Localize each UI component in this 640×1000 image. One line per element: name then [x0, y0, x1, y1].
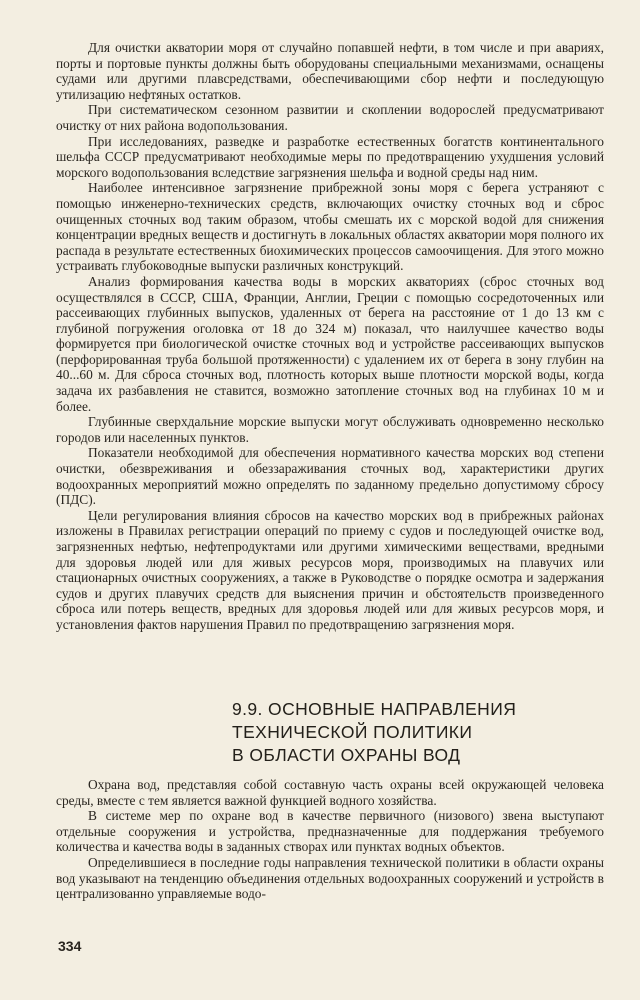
section-heading-line: В ОБЛАСТИ ОХРАНЫ ВОД [232, 745, 461, 765]
paragraph: Для очистки акватории моря от случайно попавшей нефти, в том числе и при авариях, порты и портовые пункты должны быть оборудованы специальными механизмами, оснащены судами или другими плавсредствами, обеспечивающими сбор нефти и последующую утилизацию нефтяных остатков. [56, 40, 604, 102]
paragraph: Показатели необходимой для обеспечения нормативного качества морских вод степени очистки, обезвреживания и обеззараживания сточных вод, характеристики других водоохранных мероприятий можно определять по заданному предельно допустимому сбросу (ПДС). [56, 445, 604, 508]
paragraph: Охрана вод, представляя собой составную часть охраны всей окружающей человека среды, вместе с тем является важной функцией водного хозяйства. [56, 777, 604, 808]
paragraph: В системе мер по охране вод в качестве первичного (низового) звена выступают отдельные сооружения и устройства, предназначенные для поддержания требуемого количества и качества воды в заданных створах или пунктах водных объектов. [56, 808, 604, 855]
section-heading [232, 698, 572, 767]
body-text-top [56, 40, 604, 633]
section-heading-line: 9.9. ОСНОВНЫЕ НАПРАВЛЕНИЯ [232, 699, 517, 719]
paragraph: Наиболее интенсивное загрязнение прибрежной зоны моря с берега устраняют с помощью инженерно-технических средств, включающих очистку сточных вод и сброс очищенных сточных вод таким образом, чтобы смешать их с морской водой для снижения концентрации вредных веществ и достигнуть в локальных областях акватории моря полного их распада в результате естественных биохимических процессов самоочищения. Для этого можно устраивать глубоководные выпуски различных конструкций. [56, 180, 604, 274]
paragraph: Глубинные сверхдальние морские выпуски могут обслуживать одновременно несколько городов или населенных пунктов. [56, 414, 604, 445]
paragraph: При систематическом сезонном развитии и скоплении водорослей предусматривают очистку от них района водопользования. [56, 102, 604, 133]
page-number: 334 [58, 938, 82, 954]
section-heading-line: ТЕХНИЧЕСКОЙ ПОЛИТИКИ [232, 722, 473, 742]
paragraph: При исследованиях, разведке и разработке естественных богатств континентального шельфа СССР предусматривают необходимые меры по предотвращению ухудшения условий морского водопользования вследствие загрязнения шельфа и водной среды над ним. [56, 133, 604, 180]
paragraph: Анализ формирования качества воды в морских акваториях (сброс сточных вод осуществлялся в СССР, США, Франции, Англии, Греции с помощью сосредоточенных или рассеивающих глубинных выпусков, удаленных от берега на расстояние от 1 до 13 км с глубиной погружения оголовка от 18 до 324 м) показал, что наилучшее качество воды формируется при биологической очистке сточных вод и устройстве рассеивающих выпусков (перфорированная труба большой протяженности) с удалением их от берега в зону глубин на 40...60 м. Для сброса сточных вод, плотность которых выше плотности морской воды, когда задача их разбавления не ставится, возможно затопление сточных вод на глубинах 10 м и более. [56, 273, 604, 414]
paragraph: Цели регулирования влияния сбросов на качество морских вод в прибрежных районах изложены в Правилах регистрации операций по приему с судов и последующей очистке вод, загрязненных нефтью, нефтепродуктами или другими химическими веществами, вредными для здоровья людей или для живых ресурсов моря, производимых на плавучих или стационарных очистных сооружениях, а также в Руководстве о порядке осмотра и задержания судов и других плавучих средств для выяснения причин и обстоятельств произведенного сброса или потерь веществ, вредных для здоровья людей или для живых ресурсов моря, и установления фактов нарушения Правил по предотвращению загрязнения моря. [56, 507, 604, 632]
body-text-bottom [56, 777, 604, 902]
paragraph: Определившиеся в последние годы направления технической политики в области охраны вод указывают на тенденцию объединения отдельных водоохранных сооружений и устройств в централизованно управляемые водо- [56, 854, 604, 902]
